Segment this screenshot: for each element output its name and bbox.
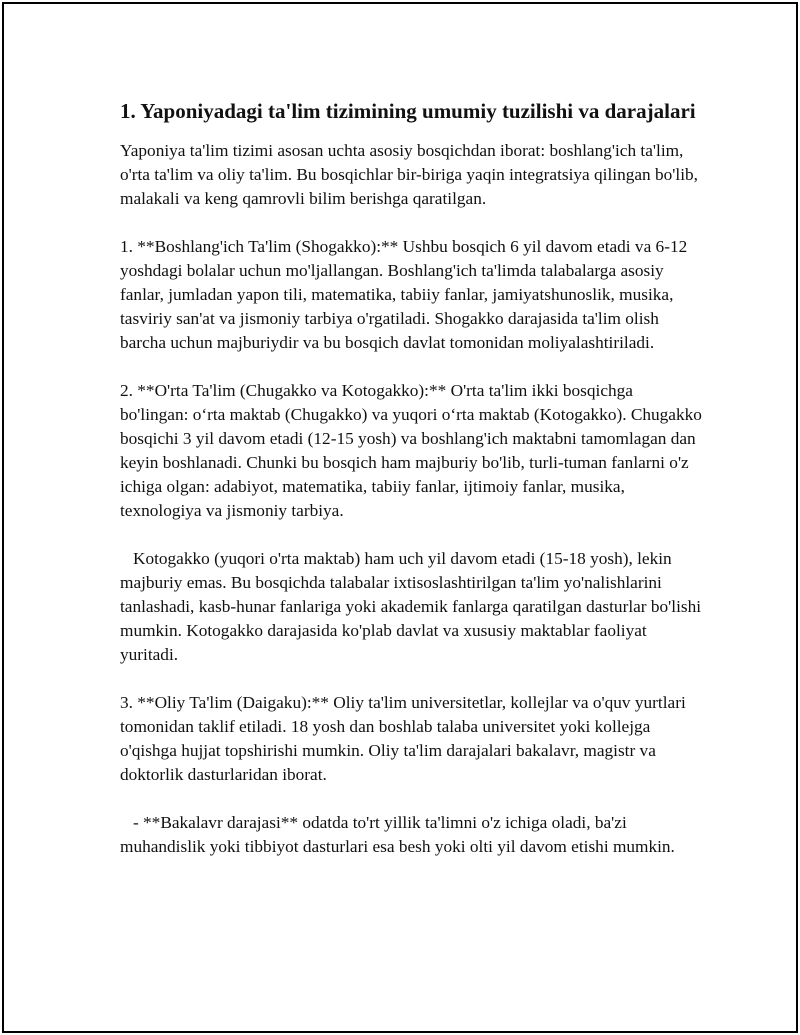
document-page xyxy=(2,2,798,1033)
paragraph-secondary-education: 2. **O'rta Ta'lim (Chugakko va Kotogakko):** O'rta ta'lim ikki bosqichga bo'lingan: o‘rta maktab (Chugakko) va yuqori o‘rta maktab (Kotogakko). Chugakko bosqichi 3 yil davom etadi (12-15 yosh) va boshlang'ich maktabni tamomlagan dan keyin boshlanadi. Chunki bu bosqich ham majburiy bo'lib, turli-tuman fanlarni o'z ichiga olgan: adabiyot, matematika, tabiiy fanlar, ijtimoiy fanlar, musika, texnologiya va jismoniy tarbiya. xyxy=(120,381,707,520)
paragraph-higher-education: 3. **Oliy Ta'lim (Daigaku):** Oliy ta'lim universitetlar, kollejlar va o'quv yurtlari tomonidan taklif etiladi. 18 yosh dan boshlab talaba universitet yoki kollejga o'qishga hujjat topshirishi mumkin. Oliy ta'lim darajalari bakalavr, magistr va doktorlik dasturlaridan iborat. xyxy=(120,693,691,784)
paragraph-bachelor-degree: - **Bakalavr darajasi** odatda to'rt yillik ta'limni o'z ichiga oladi, ba'zi muhandislik yoki tibbiyot dasturlari esa besh yoki olti yil davom etishi mumkin. xyxy=(120,813,675,856)
paragraph-kotogakko: Kotogakko (yuqori o'rta maktab) ham uch yil davom etadi (15-18 yosh), lekin majburiy emas. Bu bosqichda talabalar ixtisoslashtirilgan ta'lim yo'nalishlarini tanlashadi, kasb-hunar fanlariga yoki akademik fanlarga qaratilgan dasturlar bo'lishi mumkin. Kotogakko darajasida ko'plab davlat va xususiy maktablar faoliyat yuritadi. xyxy=(120,549,706,664)
paragraph-intro: Yaponiya ta'lim tizimi asosan uchta asosiy bosqichdan iborat: boshlang'ich ta'lim, o'rta ta'lim va oliy ta'lim. Bu bosqichlar bir-biriga yaqin integratsiya qilingan bo'lib, malakali va keng qamrovli bilim berishga qaratilgan. xyxy=(120,141,703,208)
section-heading: 1. Yaponiyadagi ta'lim tizimining umumiy tuzilishi va darajalari xyxy=(120,99,696,123)
paragraph-primary-education: 1. **Boshlang'ich Ta'lim (Shogakko):** Ushbu bosqich 6 yil davom etadi va 6-12 yoshdagi bolalar uchun mo'ljallangan. Boshlang'ich ta'limda talabalarga asosiy fanlar, jumladan yapon tili, matematika, tabiiy fanlar, jamiyatshunoslik, musika, tasviriy san'at va jismoniy tarbiya o'rgatiladi. Shogakko darajasida ta'lim olish barcha uchun majburiydir va bu bosqich davlat tomonidan moliyalashtiriladi. xyxy=(120,237,692,352)
document-body xyxy=(120,97,705,883)
